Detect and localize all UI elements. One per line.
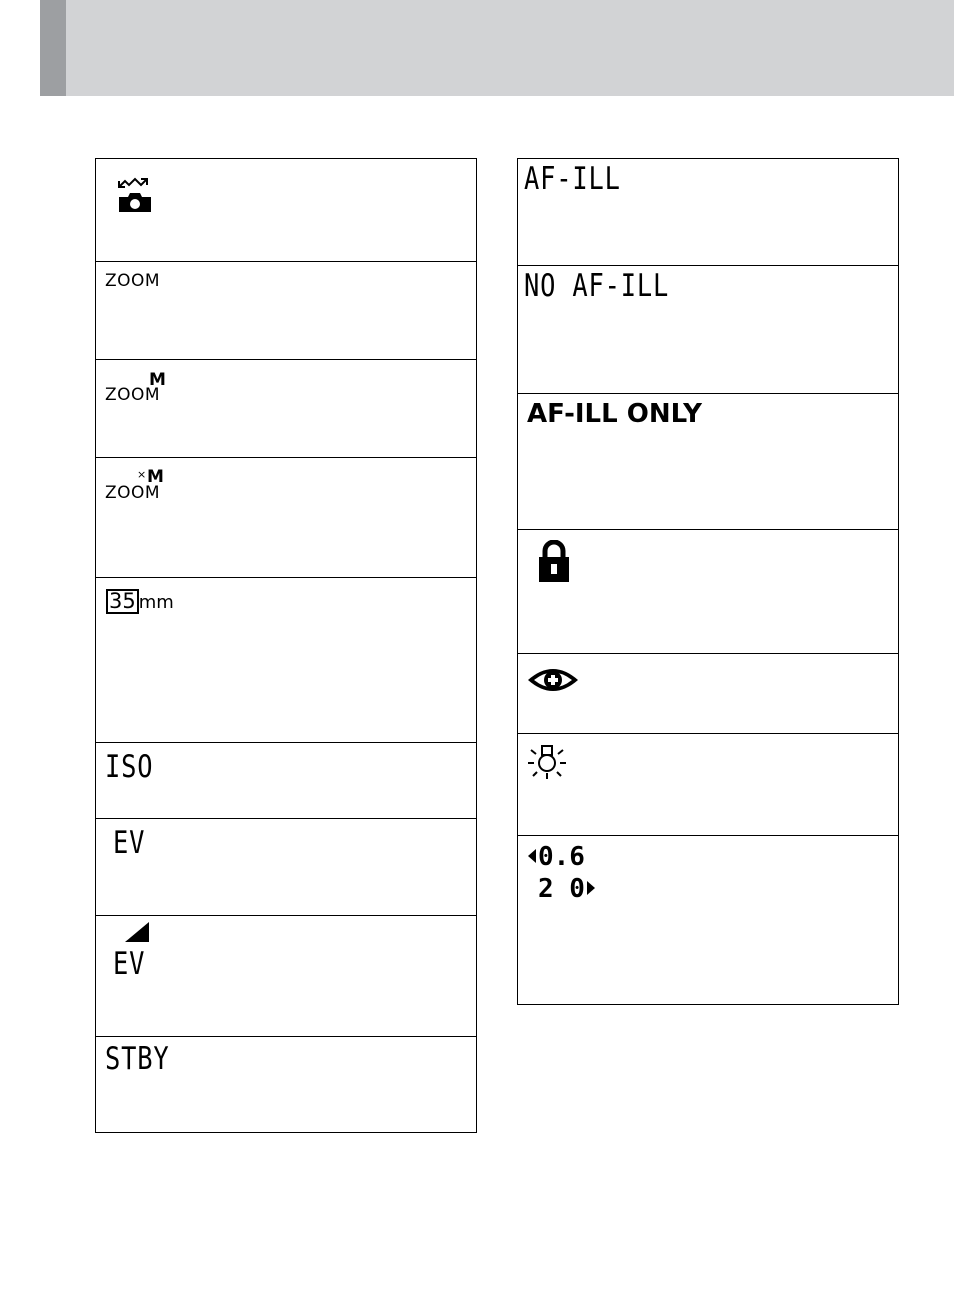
red-eye-icon <box>526 664 580 696</box>
right-arrow-icon <box>587 881 595 895</box>
lock-icon <box>537 540 571 582</box>
zoom-label: ZOOM <box>105 271 161 291</box>
manual-zoom-superscript: M <box>149 370 166 390</box>
multiplied-manual-zoom-superscript: M <box>147 467 164 487</box>
af-illuminator-label: AF-ILL <box>524 161 621 197</box>
table-row <box>96 577 476 742</box>
iso-label: ISO <box>105 749 154 785</box>
chapter-header-band <box>40 0 954 96</box>
left-arrow-icon <box>528 849 536 863</box>
table-row <box>518 835 898 1006</box>
bracket-ev-label: EV <box>113 946 146 982</box>
no-af-illuminator-label: NO AF-ILL <box>524 268 670 304</box>
table-row <box>518 733 898 835</box>
table-row <box>518 393 898 529</box>
zoom-multiplier-prefix: × <box>137 468 147 481</box>
chapter-header-tab <box>40 0 66 96</box>
right-symbol-table <box>517 158 899 1005</box>
focal-length-box: 35 <box>106 589 139 614</box>
table-row <box>518 265 898 393</box>
left-symbol-table <box>95 158 477 1133</box>
table-row <box>518 653 898 733</box>
focal-length-unit: mm <box>138 592 174 613</box>
table-row <box>96 1036 476 1133</box>
table-row <box>96 915 476 1036</box>
table-row <box>96 742 476 818</box>
table-row <box>518 529 898 653</box>
table-row <box>96 261 476 359</box>
modeling-light-icon <box>526 742 568 780</box>
range-value-top: 0.6 <box>538 842 585 872</box>
table-row <box>96 818 476 915</box>
range-value-bottom: 2 0 <box>538 874 585 904</box>
standby-label: STBY <box>105 1041 170 1077</box>
multiplied-manual-zoom-label: ZOOM <box>105 483 161 503</box>
wireless-flash-icon <box>116 174 154 214</box>
table-row <box>518 159 898 265</box>
table-row <box>96 159 476 261</box>
focal-length-35mm <box>106 589 174 614</box>
af-illuminator-only-label: AF-ILL ONLY <box>527 399 702 429</box>
table-row <box>96 457 476 577</box>
ev-label: EV <box>113 825 146 861</box>
table-row <box>96 359 476 457</box>
manual-zoom-label: ZOOM <box>105 385 161 405</box>
bracket-wedge-icon <box>125 922 151 944</box>
